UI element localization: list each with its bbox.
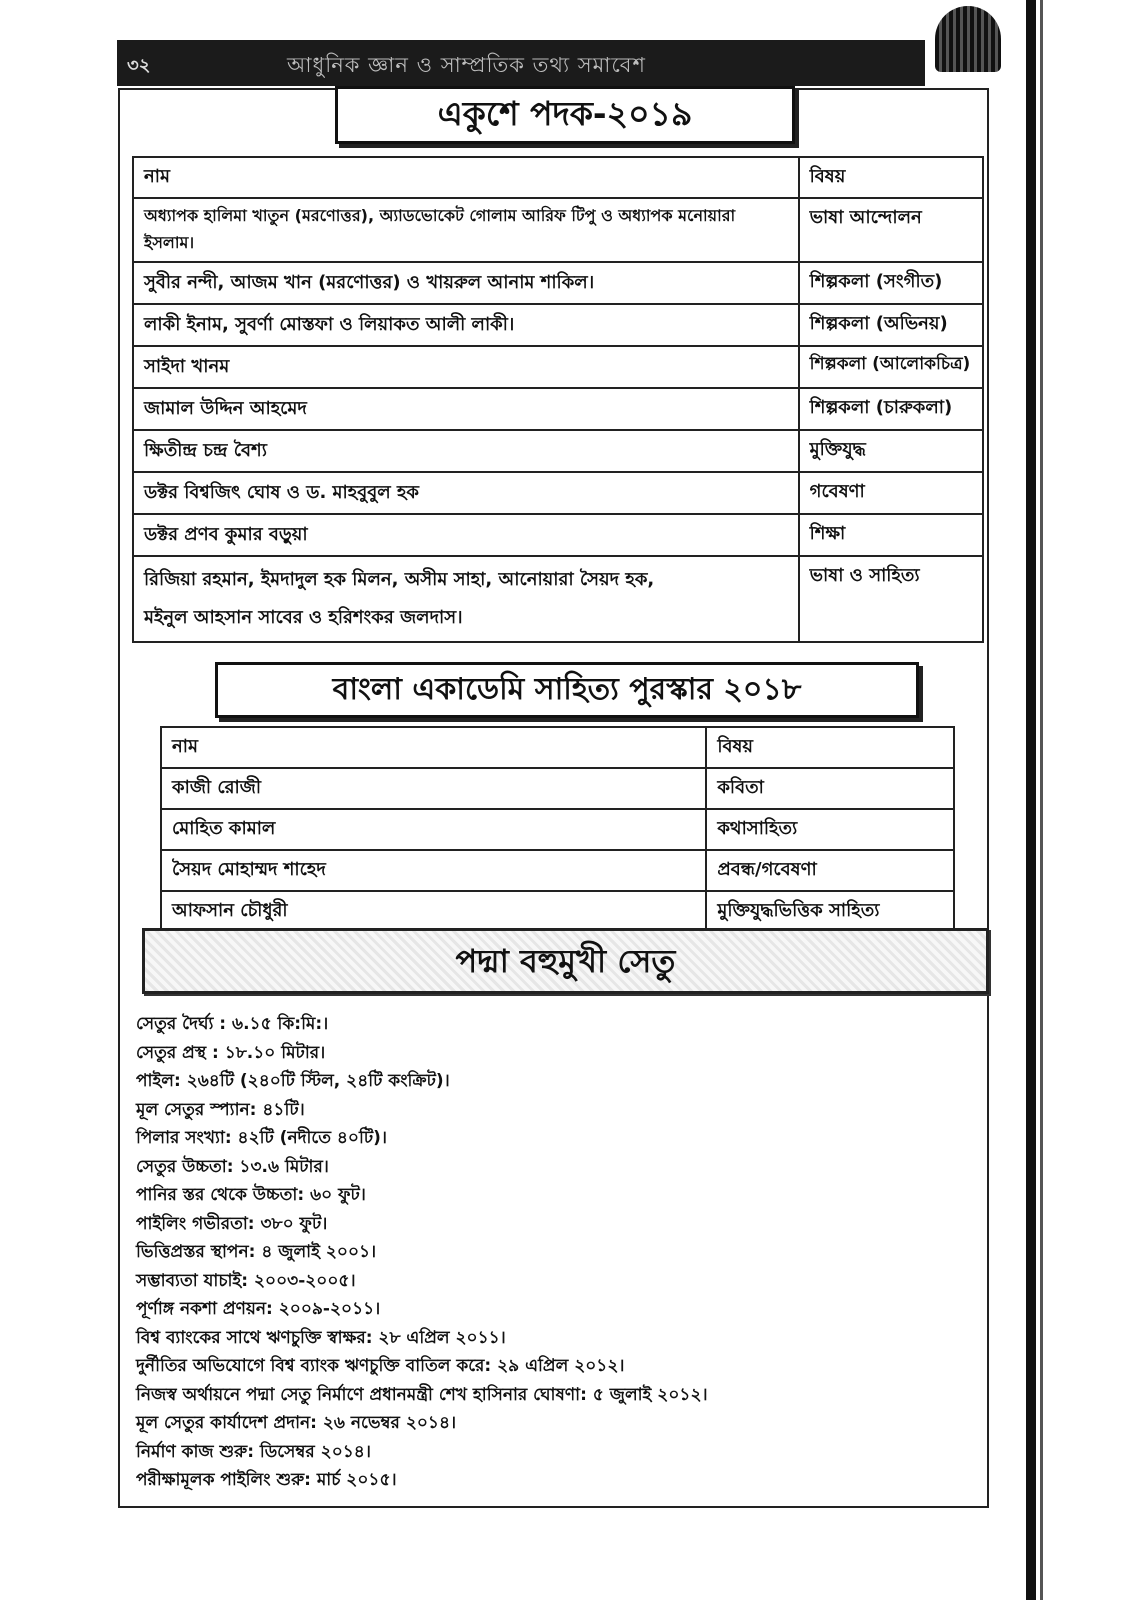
award-name: ডক্টর প্রণব কুমার বড়ুয়া: [133, 514, 799, 556]
table-header-row: [133, 157, 983, 198]
col-subject-header: বিষয়: [799, 157, 983, 198]
academy-table: [160, 726, 955, 933]
running-header: [117, 40, 925, 86]
table-row: [133, 556, 983, 642]
page-binding-shadow: [1040, 0, 1043, 1600]
table-row: [133, 514, 983, 556]
award-subject: গবেষণা: [799, 472, 983, 514]
award-subject: মুক্তিযুদ্ধভিত্তিক সাহিত্য: [706, 891, 954, 932]
award-subject: শিল্পকলা (চারুকলা): [799, 388, 983, 430]
table-row: [161, 891, 954, 932]
list-item: মূল সেতুর স্প্যান: ৪১টি।: [136, 1099, 305, 1120]
list-item: বিশ্ব ব্যাংকের সাথে ঋণচুক্তি স্বাক্ষর: ২৮ এপ্রিল ২০১১।: [136, 1327, 506, 1348]
list-item: সম্ভাব্যতা যাচাই: ২০০৩-২০০৫।: [136, 1270, 356, 1291]
list-item: মূল সেতুর কার্যাদেশ প্রদান: ২৬ নভেম্বর ২০১৪।: [136, 1413, 457, 1433]
award-subject: শিক্ষা: [799, 514, 983, 556]
list-item: পরীক্ষামূলক পাইলিং শুরু: মার্চ ২০১৫।: [136, 1470, 397, 1490]
table-row: [133, 198, 983, 262]
ekushey-table: [132, 156, 984, 643]
list-item: দুর্নীতির অভিযোগে বিশ্ব ব্যাংক ঋণচুক্তি বাতিল করে: ২৯ এপ্রিল ২০১২।: [136, 1356, 625, 1376]
award-name: সৈয়দ মোহাম্মদ শাহেদ: [161, 850, 706, 891]
award-subject: কবিতা: [706, 768, 954, 809]
table-row: [133, 472, 983, 514]
col-name-header: নাম: [133, 157, 799, 198]
award-name: ক্ষিতীন্দ্র চন্দ্র বৈশ্য: [133, 430, 799, 472]
award-name-multiline: [133, 556, 799, 642]
award-name: অধ্যাপক হালিমা খাতুন (মরণোত্তর), অ্যাডভোকেট গোলাম আরিফ টিপু ও অধ্যাপক মনোয়ারা ইসলাম।: [133, 198, 799, 262]
list-item: সেতুর প্রস্থ : ১৮.১০ মিটার।: [136, 1042, 326, 1063]
award-subject: ভাষা আন্দোলন: [799, 198, 983, 262]
col-name-header: নাম: [161, 727, 706, 768]
list-item: নির্মাণ কাজ শুরু: ডিসেম্বর ২০১৪।: [136, 1441, 371, 1462]
award-name: আফসান চৌধুরী: [161, 891, 706, 932]
award-subject: শিল্পকলা (আলোকচিত্র): [799, 346, 983, 388]
list-item: সেতুর উচ্চতা: ১৩.৬ মিটার।: [136, 1156, 329, 1177]
table-row: [161, 809, 954, 850]
col-subject-header: বিষয়: [706, 727, 954, 768]
table-row: [161, 850, 954, 891]
award-name: সাইদা খানম: [133, 346, 799, 388]
award-name: জামাল উদ্দিন আহমেদ: [133, 388, 799, 430]
award-name: লাকী ইনাম, সুবর্ণা মোস্তফা ও লিয়াকত আলী লাকী।: [133, 304, 799, 346]
list-item: ভিত্তিপ্রস্তর স্থাপন: ৪ জুলাই ২০০১।: [136, 1242, 377, 1262]
list-item: সেতুর দৈর্ঘ্য : ৬.১৫ কি:মি:।: [136, 1014, 329, 1034]
award-name-line: মইনুল আহসান সাবের ও হরিশংকর জলদাস।: [144, 607, 463, 628]
academy-title: বাংলা একাডেমি সাহিত্য পুরস্কার ২০১৮: [215, 662, 919, 718]
table-row: [133, 304, 983, 346]
award-name: সুবীর নন্দী, আজম খান (মরণোত্তর) ও খায়রুল আনাম শাকিল।: [133, 262, 799, 304]
award-name: ডক্টর বিশ্বজিৎ ঘোষ ও ড. মাহবুবুল হক: [133, 472, 799, 514]
list-item: পাইলিং গভীরতা: ৩৮০ ফুট।: [136, 1213, 328, 1234]
table-header-row: [161, 727, 954, 768]
award-name: মোহিত কামাল: [161, 809, 706, 850]
page-number: ৩২: [127, 55, 151, 76]
table-row: [133, 346, 983, 388]
padma-title: পদ্মা বহুমুখী সেতু: [142, 928, 989, 994]
table-row: [133, 388, 983, 430]
award-subject: শিল্পকলা (অভিনয়): [799, 304, 983, 346]
ekushey-title: একুশে পদক-২০১৯: [335, 86, 795, 144]
padma-facts-list: [136, 1010, 996, 1495]
table-row: [133, 262, 983, 304]
table-row: [133, 430, 983, 472]
award-subject: প্রবন্ধ/গবেষণা: [706, 850, 954, 891]
award-name-line: রিজিয়া রহমান, ইমদাদুল হক মিলন, অসীম সাহা, আনোয়ারা সৈয়দ হক,: [144, 569, 655, 590]
table-row: [161, 768, 954, 809]
award-name: কাজী রোজী: [161, 768, 706, 809]
list-item: নিজস্ব অর্থায়নে পদ্মা সেতু নির্মাণে প্রধানমন্ত্রী শেখ হাসিনার ঘোষণা: ৫ জুলাই ২০১২।: [136, 1384, 708, 1405]
list-item: পানির স্তর থেকে উচ্চতা: ৬০ ফুট।: [136, 1185, 366, 1205]
award-subject: মুক্তিযুদ্ধ: [799, 430, 983, 472]
list-item: পাইল: ২৬৪টি (২৪০টি স্টিল, ২৪টি কংক্রিট)।: [136, 1071, 450, 1091]
dome-emblem-icon: [935, 6, 1001, 72]
list-item: পূর্ণাঙ্গ নকশা প্রণয়ন: ২০০৯-২০১১।: [136, 1299, 381, 1319]
header-title: আধুনিক জ্ঞান ও সাম্প্রতিক তথ্য সমাবেশ: [287, 53, 646, 77]
page-binding-edge: [1026, 0, 1036, 1600]
list-item: পিলার সংখ্যা: ৪২টি (নদীতে ৪০টি)।: [136, 1128, 387, 1148]
award-subject: কথাসাহিত্য: [706, 809, 954, 850]
award-subject: ভাষা ও সাহিত্য: [799, 556, 983, 642]
award-subject: শিল্পকলা (সংগীত): [799, 262, 983, 304]
